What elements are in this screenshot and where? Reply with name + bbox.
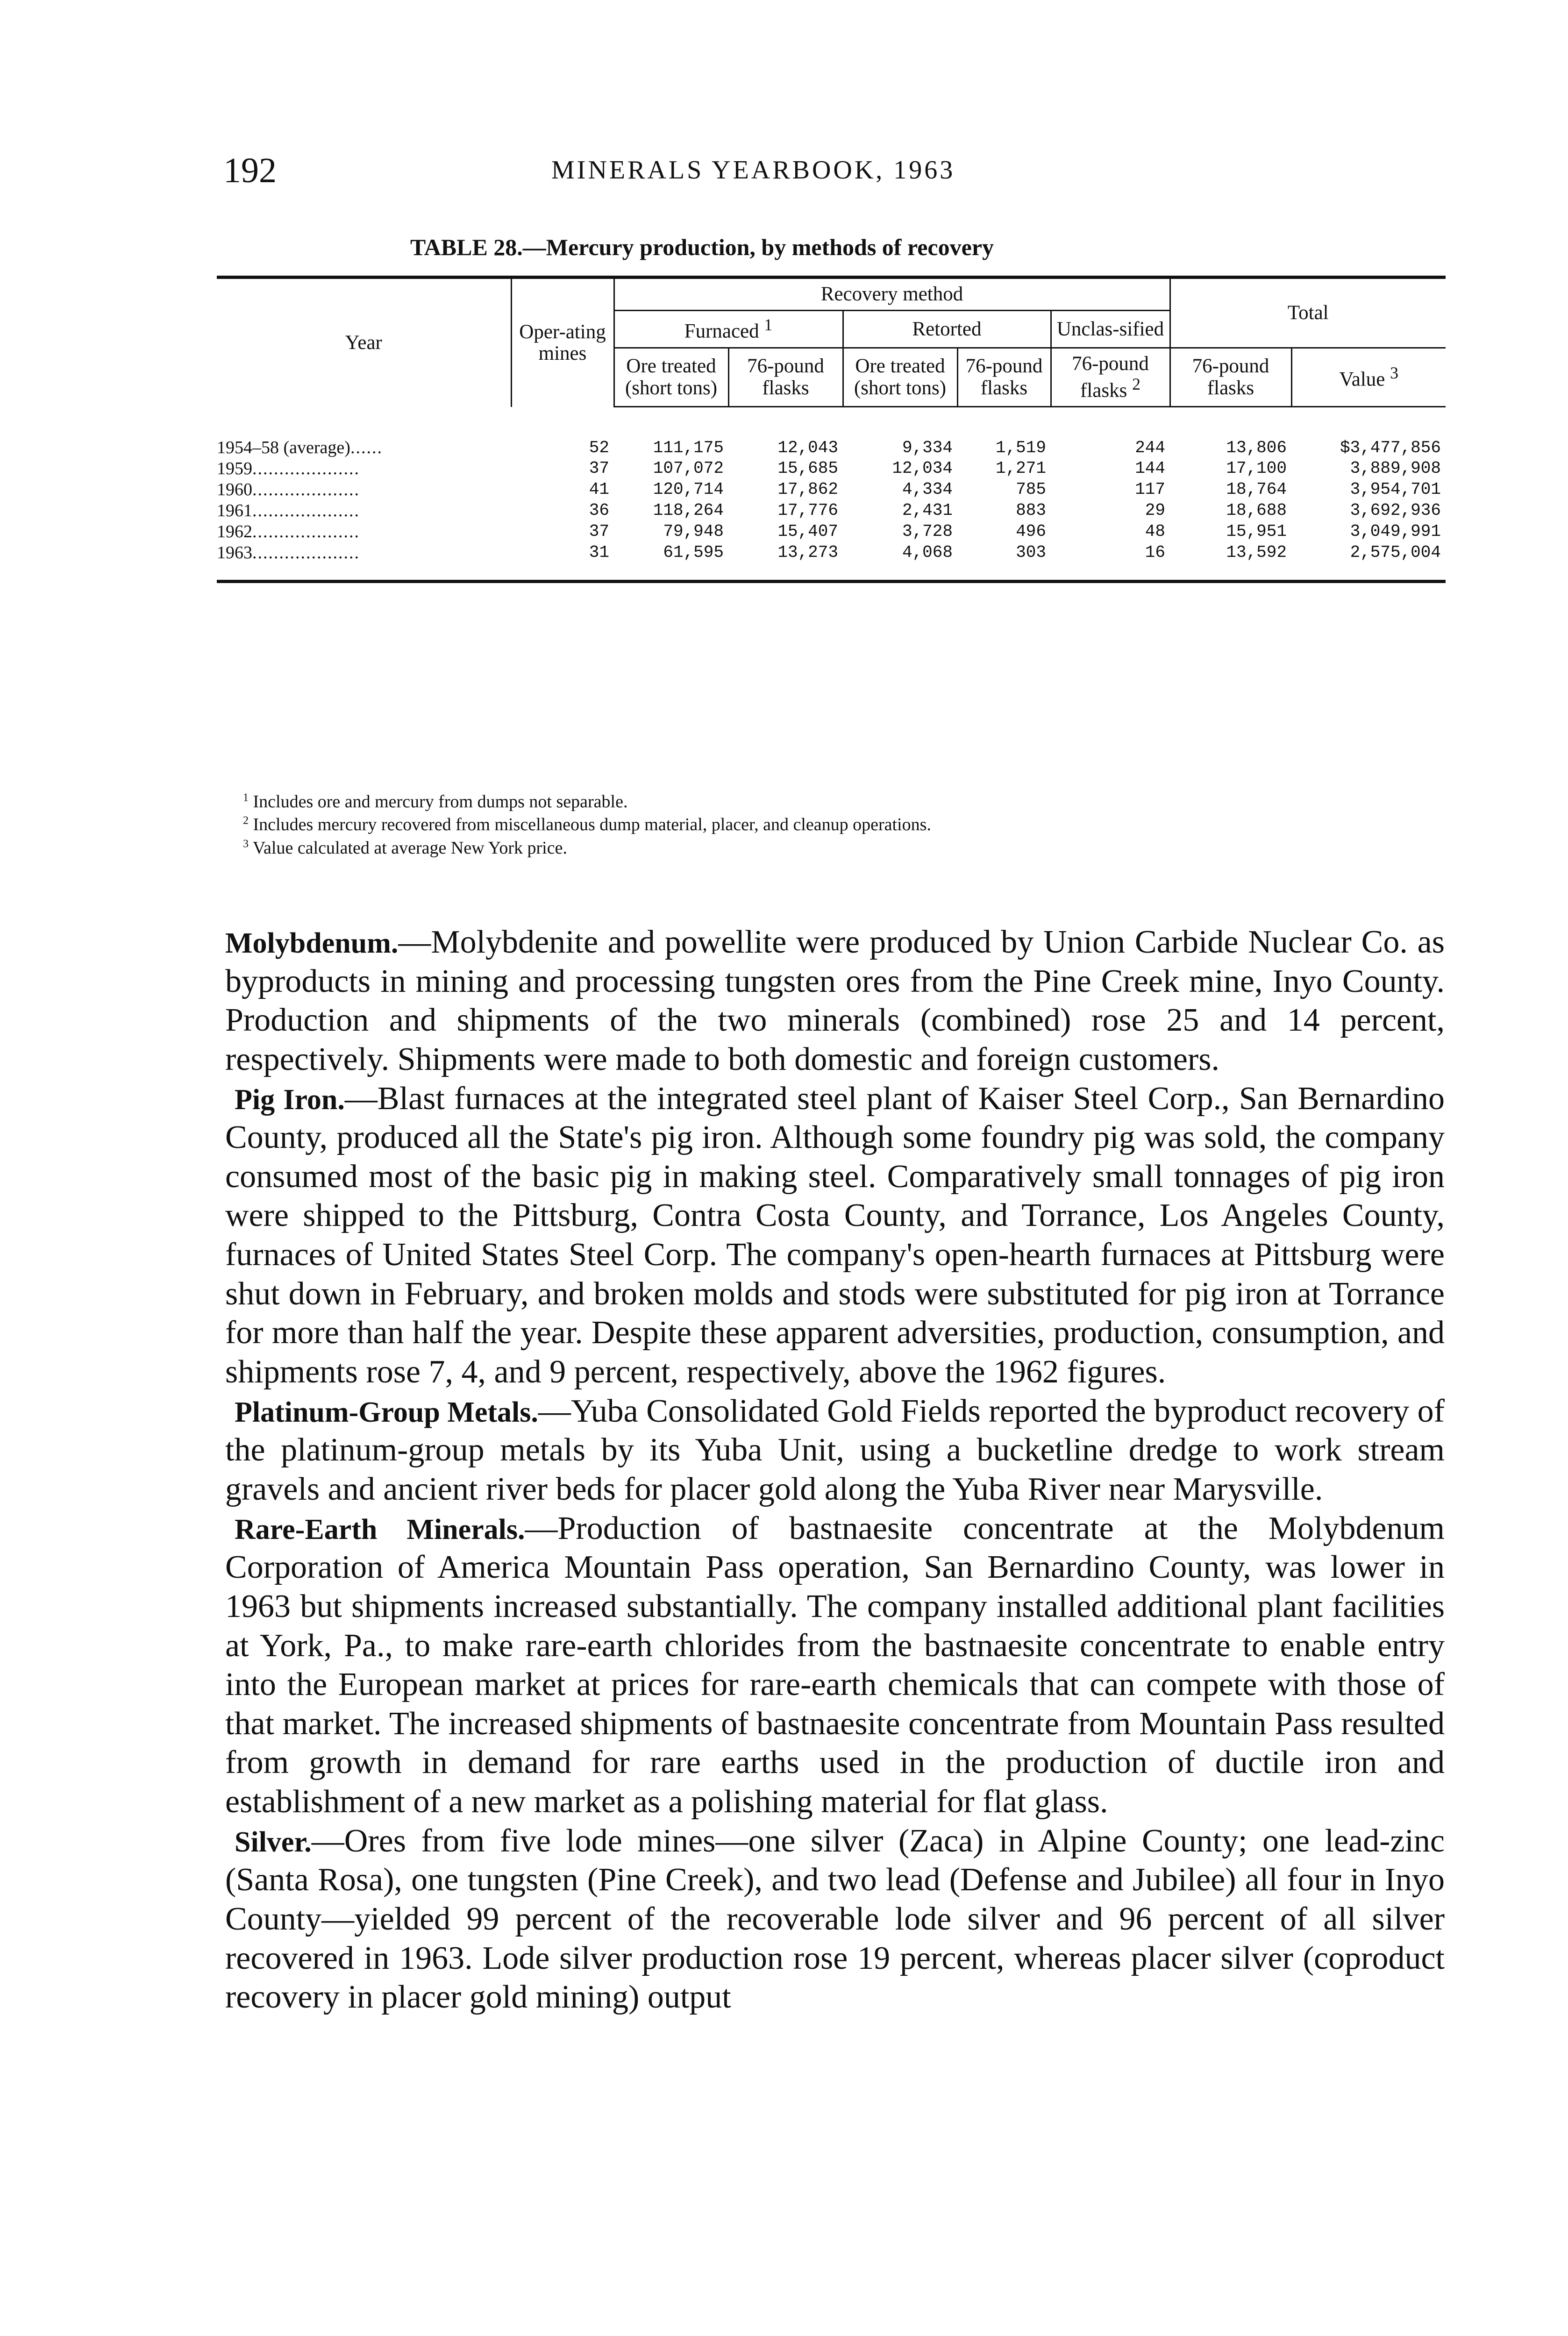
runin-heading: Pig Iron. [235,1083,345,1116]
header-furnaced-flasks: 76-pound flasks [728,348,843,407]
paragraph-silver [225,1822,1445,2017]
header-retorted: Retorted [843,311,1051,348]
table-caption: TABLE 28.—Mercury production, by methods of recovery [410,234,994,260]
leader-dots: ...... [350,438,383,458]
header-unclassified-flasks [1051,348,1170,407]
unclassified-flasks-cell: 29 [1145,501,1165,520]
header-recovery-method: Recovery method [614,278,1170,311]
mines-cell: 52 [589,438,609,457]
furnaced-flasks-cell: 15,407 [777,521,838,541]
table-row [217,458,1446,479]
footnote-mark: 2 [243,814,249,827]
footnote [243,813,931,836]
mines-cell: 41 [589,480,609,499]
paragraph-text: —Production of bastnaesite concentrate at the Molybdenum Corporation of America Mountain Pass operation, San Bernardino County, was lower in 1963 but shipments increased substantially. The company installed additional plant facilities at York, Pa., to make rare-earth chlorides from the bastnaesite concentrate to enable entry into the European market at prices for rare-earth chemicals that can compete with those of that market. The increased shipments of bastnaesite concentrate from Mountain Pass resulted from growth in demand for rare earths used in the production of ductile iron and establishment of a new market as a polishing material for flat glass. [225,1510,1445,1820]
mines-cell: 37 [589,521,609,541]
mines-cell: 31 [511,542,614,582]
footnote [243,837,931,860]
value-cell: $3,477,856 [1340,438,1441,457]
value-cell: 3,889,908 [1350,459,1441,478]
unclassified-flasks-cell: 16 [1051,542,1170,582]
retorted-ore-cell: 4,334 [902,480,953,499]
paragraph-text: —Yuba Consolidated Gold Fields reported the byproduct recovery of the platinum-group metals by its Yuba Unit, using a bucketline dredge to work stream gravels and ancient river beds for placer gold along the Yuba River near Marysville. [225,1393,1445,1507]
paragraph-platinum-group-metals [225,1392,1445,1509]
table-row [217,437,1446,458]
leader-dots: .................... [252,459,360,479]
runin-heading: Platinum-Group Metals. [235,1396,538,1428]
furnaced-ore-cell: 120,714 [653,480,724,499]
retorted-flasks-cell: 496 [1016,521,1046,541]
runin-heading: Silver. [235,1826,312,1858]
paragraph-text: —Blast furnaces at the integrated steel plant of Kaiser Steel Corp., San Bernardino County, produced all the State's pig iron. Although some foundry pig was sold, the company consumed most of the basic pig in making steel. Comparatively small tonnages of pig iron were shipped to the Pittsburg, Contra Costa County, and Torrance, Los Angeles County, furnaces of United States Steel Corp. The company's open-hearth furnaces at Pittsburg were shut down in February, and broken molds and stods were substituted for pig iron at Torrance for more than half the year. Despite these apparent adversities, production, consumption, and shipments rose 7, 4, and 9 percent, respectively, above the 1962 figures. [225,1080,1445,1390]
header-year: Year [217,278,511,407]
paragraph-molybdenum [225,923,1445,1079]
unclassified-flasks-cell: 117 [1135,480,1165,499]
year-cell: 1962 [217,521,252,541]
table-row [217,542,1446,582]
footnote-ref-2: 2 [1132,374,1140,393]
footnote [243,791,931,813]
header-retorted-ore-treated: Ore treated (short tons) [843,348,957,407]
runin-heading: Molybdenum. [225,927,399,959]
furnaced-flasks-cell: 12,043 [777,438,838,457]
table-row [217,500,1446,521]
footnote-text: Includes ore and mercury from dumps not separable. [253,792,628,812]
retorted-ore-cell: 2,431 [902,501,953,520]
retorted-flasks-cell: 1,271 [995,459,1046,478]
total-flasks-cell: 17,100 [1226,459,1287,478]
retorted-ore-cell: 4,068 [843,542,957,582]
furnaced-ore-cell: 79,948 [663,521,724,541]
year-cell: 1954–58 (average) [217,438,350,458]
header-total-flasks: 76-pound flasks [1170,348,1291,407]
furnaced-flasks-cell: 17,862 [777,480,838,499]
mercury-production-table [217,276,1446,583]
unclassified-flasks-cell: 48 [1145,521,1165,541]
header-total: Total [1170,278,1446,348]
leader-dots: .................... [252,542,360,563]
mines-cell: 36 [589,501,609,520]
furnaced-flasks-cell: 13,273 [728,542,843,582]
total-flasks-cell: 15,951 [1226,521,1287,541]
year-cell: 1960 [217,480,252,500]
runin-heading: Rare-Earth Minerals. [235,1513,525,1545]
retorted-ore-cell: 3,728 [902,521,953,541]
paragraph-text: —Molybdenite and powellite were produced by Union Carbide Nuclear Co. as byproducts in mining and processing tungsten ores from the Pine Creek mine, Inyo County. Production and shipments of the two minerals (combined) rose 25 and 14 percent, respectively. Shipments were made to both domestic and foreign customers. [225,924,1445,1077]
footnote-mark: 1 [243,791,249,804]
total-flasks-cell: 18,764 [1226,480,1287,499]
running-head: MINERALS YEARBOOK, 1963 [551,156,955,185]
page-number: 192 [223,151,277,190]
leader-dots: .................... [252,480,360,500]
footnote-text: Includes mercury recovered from miscellaneous dump material, placer, and cleanup operations. [253,815,931,835]
value-cell: 3,954,701 [1350,480,1441,499]
header-value-label: Value [1339,368,1385,391]
footnote-ref-1: 1 [764,315,773,335]
leader-dots: .................... [252,500,360,520]
year-cell: 1961 [217,500,252,520]
furnaced-ore-cell: 107,072 [653,459,724,478]
value-cell: 3,692,936 [1350,501,1441,520]
table-footnotes [243,791,931,860]
value-cell: 2,575,004 [1291,542,1446,582]
header-furnaced [614,311,843,348]
paragraph-rare-earth-minerals [225,1509,1445,1822]
retorted-flasks-cell: 883 [1016,501,1046,520]
furnaced-ore-cell: 118,264 [653,501,724,520]
footnote-ref-3: 3 [1390,363,1399,383]
furnaced-ore-cell: 61,595 [614,542,728,582]
header-retorted-flasks: 76-pound flasks [957,348,1051,407]
header-furnaced-label: Furnaced [684,320,759,342]
year-cell: 1959 [217,459,252,479]
retorted-flasks-cell: 303 [957,542,1051,582]
unclassified-flasks-cell: 244 [1135,438,1165,457]
header-unclassified: Unclas-sified [1051,311,1170,348]
leader-dots: .................... [252,521,360,541]
retorted-ore-cell: 9,334 [902,438,953,457]
furnaced-flasks-cell: 17,776 [777,501,838,520]
header-operating-mines: Oper-ating mines [511,278,614,407]
total-flasks-cell: 18,688 [1226,501,1287,520]
mines-cell: 37 [589,459,609,478]
unclassified-flasks-cell: 144 [1135,459,1165,478]
footnote-text: Value calculated at average New York price. [252,838,567,858]
paragraph-text: —Ores from five lode mines—one silver (Zaca) in Alpine County; one lead-zinc (Santa Rosa), one tungsten (Pine Creek), and two lead (Defense and Jubilee) all four in Inyo County—yielded 99 percent of the recoverable lode silver and 96 percent of all silver recovered in 1963. Lode silver production rose 19 percent, whereas placer silver (coproduct recovery in placer gold mining) output [225,1823,1445,2016]
body-text [225,923,1445,2017]
furnaced-flasks-cell: 15,685 [777,459,838,478]
retorted-ore-cell: 12,034 [892,459,953,478]
retorted-flasks-cell: 1,519 [995,438,1046,457]
year-cell: 1963 [217,542,252,563]
value-cell: 3,049,991 [1350,521,1441,541]
footnote-mark: 3 [243,838,249,850]
retorted-flasks-cell: 785 [1016,480,1046,499]
header-furnaced-ore-treated: Ore treated (short tons) [614,348,728,407]
total-flasks-cell: 13,592 [1170,542,1291,582]
header-unclassified-flasks-label: 76-pound flasks [1072,353,1149,401]
table-row [217,521,1446,542]
table-row [217,479,1446,500]
total-flasks-cell: 13,806 [1226,438,1287,457]
header-value [1291,348,1446,407]
furnaced-ore-cell: 111,175 [653,438,724,457]
paragraph-pig-iron [225,1079,1445,1392]
